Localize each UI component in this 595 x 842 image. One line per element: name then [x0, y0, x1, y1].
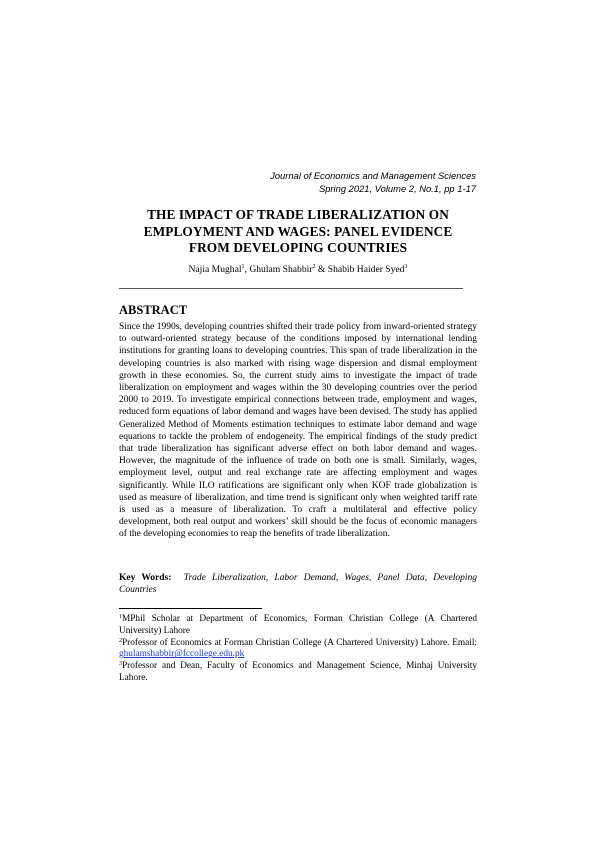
footnote-3-mark: 3	[119, 661, 122, 668]
title-divider	[119, 288, 463, 289]
keywords-list: Trade Liberalization, Labor Demand, Wages, Panel Data, Developing Countries	[119, 573, 478, 596]
author-2-affiliation-mark: 2	[312, 264, 316, 270]
author-1-affiliation-mark: 1	[241, 264, 245, 270]
footnote-divider	[119, 608, 262, 609]
keywords-label: Key Words:	[119, 573, 172, 583]
footnote-1	[119, 614, 477, 637]
title-line-3: FROM DEVELOPING COUNTRIES	[188, 240, 408, 255]
author-3-affiliation-mark: 3	[404, 264, 408, 270]
footnote-1-text: MPhil Scholar at Department of Economics, Forman Christian College (A Chartered University) Lahore	[119, 614, 477, 636]
author-2-name: , Ghulam Shabbir	[244, 264, 313, 275]
author-1-name: Najia Mughal	[188, 264, 242, 275]
author-list	[119, 264, 477, 276]
keywords-line	[119, 572, 477, 596]
footnote-1-mark: 1	[119, 614, 122, 620]
paper-title	[119, 207, 477, 257]
footnote-3-text: Professor and Dean, Faculty of Economics and Management Science, Minhaj University Lahore.	[119, 661, 477, 683]
footnote-2-text: Professor of Economics at Forman Christian College (A Chartered University) Lahore.	[122, 637, 450, 648]
title-line-2: EMPLOYMENT AND WAGES: PANEL EVIDENCE	[143, 223, 453, 239]
journal-header	[270, 170, 476, 195]
author-3-name: & Shabib Haider Syed	[315, 264, 405, 275]
footnote-2-mark: 2	[119, 637, 122, 644]
author-email-link[interactable]: ghulamshabbir@fccollege.edu.pk	[119, 649, 245, 660]
footnote-2-email-label: Email:	[452, 637, 477, 648]
footnote-3	[119, 661, 477, 684]
abstract-heading: ABSTRACT	[119, 303, 188, 317]
abstract-body: Since the 1990s, developing countries shifted their trade policy from inward-oriented strategy to outward-oriented strategy because of the conditions imposed by international lending institutions for granting loans to developing countries. This span of trade liberalization in the developing countries is also marked with rising wage dispersion and dismal employment growth in these economies. So, the current study aims to investigate the impact of trade liberalization on employment and wages within the 30 developing countries over the period 2000 to 2019. To investigate empirical connections between trade, employment and wages, reduced form equations of labor demand and wages have been devised. The study has applied Generalized Method of Moments estimation techniques to estimate labor demand and wage equations to tackle the problem of endogeneity. The empirical findings of the study predict that trade liberalization has significant adverse effect on both labor demand and wages. However, the magnitude of the influence of trade on both one is small. Similarly, wages, employment level, output and real exchange rate are affecting employment and wages significantly. While ILO ratifications are significant only when KOF trade globalization is used as measure of liberalization, and time trend is significant only when weighted tariff rate is used as a measure of liberalization. To craft a multilateral and effective policy development, both real output and workers’ skill should be the focus of economic managers of the developing economies to reap the benefits of trade liberalization.	[119, 322, 477, 540]
footnote-2	[119, 638, 477, 661]
journal-name: Journal of Economics and Management Sciences	[270, 170, 476, 181]
title-line-1: THE IMPACT OF TRADE LIBERALIZATION ON	[147, 207, 449, 222]
footnotes	[119, 614, 477, 685]
journal-issue: Spring 2021, Volume 2, No.1, pp 1-17	[318, 182, 476, 194]
